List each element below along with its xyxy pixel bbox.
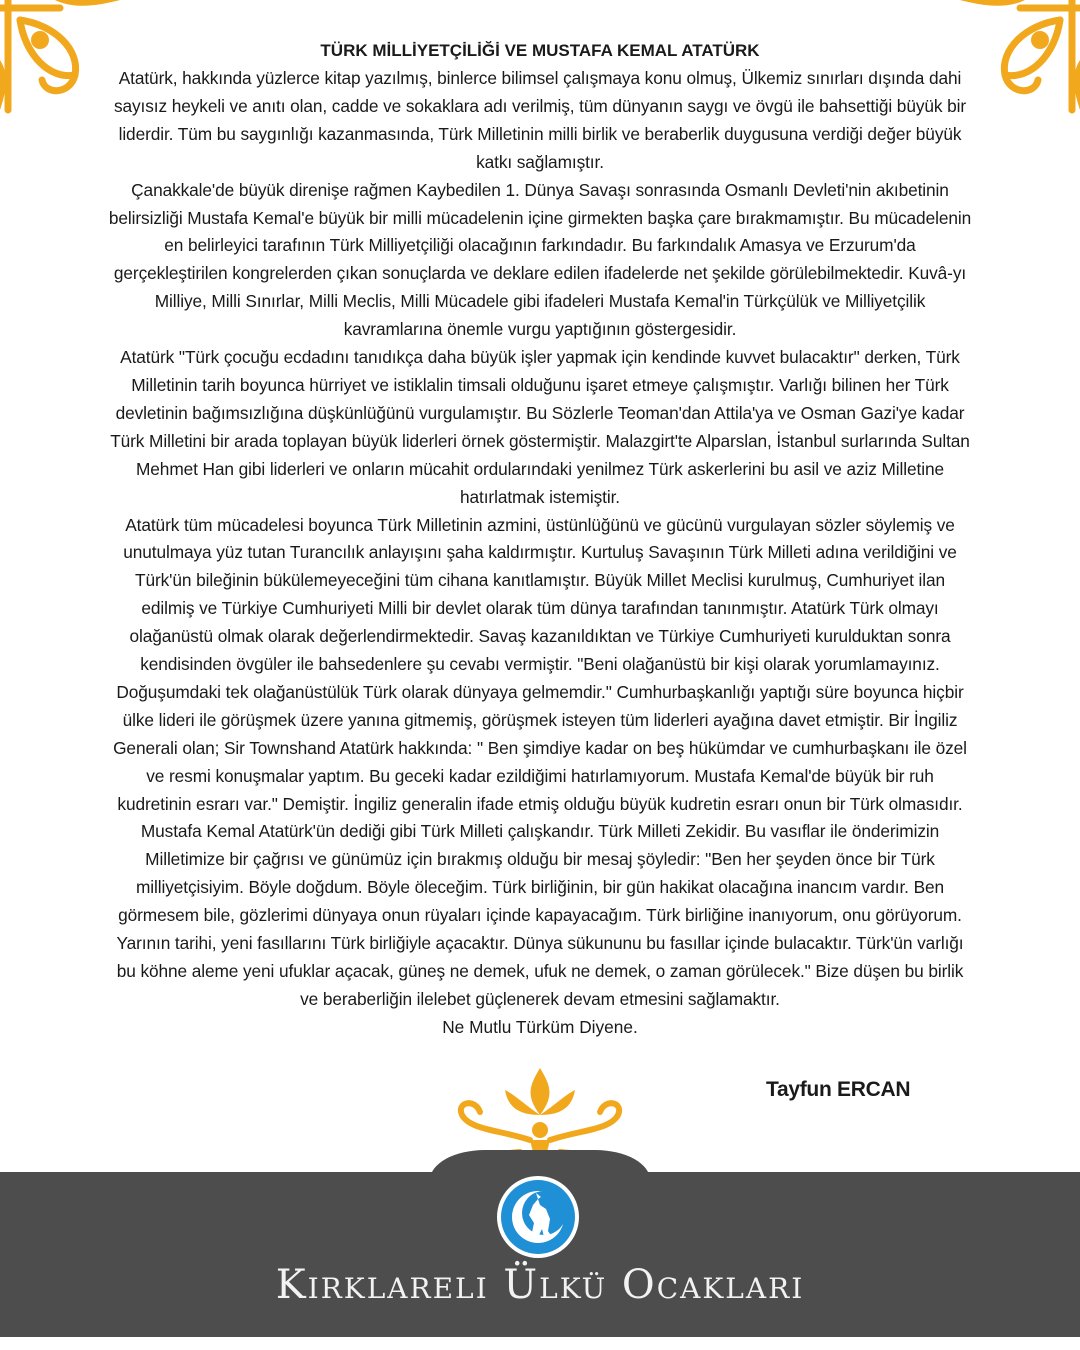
organization-name: Kırklareli Ülkü Ocakları bbox=[275, 1262, 805, 1308]
paragraph-1: Atatürk, hakkında yüzlerce kitap yazılmış, binlerce bilimsel çalışmaya konu olmuş, Ülkemiz sınırları dışında dahi sayısız heykeli ve anıtı olan, cadde ve sokaklara adı verilmiş, tüm dünyanın saygı ve övgü ile bahsettiği büyük bir liderdir. Tüm bu saygınlığı kazanmasında, Türk Milletinin milli birlik ve beraberlik duygusuna verdiği değer büyük katkı sağlamıştır. bbox=[113, 68, 967, 172]
article-title: TÜRK MİLLİYETÇİLİĞİ VE MUSTAFA KEMAL ATATÜRK bbox=[320, 41, 760, 60]
paragraph-2: Çanakkale'de büyük direnişe rağmen Kaybedilen 1. Dünya Savaşı sonrasında Osmanlı Devleti'nin akıbetinin belirsizliği Mustafa Kemal'e büyük bir milli mücadelenin içine girmekten başka çare bırakmamıştır. Bu mücadelenin en belirleyici tarafının Türk Milliyetçiliği olacağının farkındadır. Bu farkındalık Amasya ve Erzurum'da gerçekleştirilen kongrelerden çıkan sonuçlarda ve deklare edilen ifadelerde net şekilde görülebilmektedir. Kuvâ-yı Milliye, Milli Sınırlar, Milli Meclis, Milli Mücadele gibi ifadeleri Mustafa Kemal'in Türkçülük ve Milliyetçilik kavramlarına önemle vurgu yaptığının göstergesidir. bbox=[108, 179, 972, 340]
paragraph-5: Mustafa Kemal Atatürk'ün dediği gibi Türk Milleti çalışkandır. Türk Milleti Zekidir. Bu vasıflar ile önderimizin Milletimize bir çağrısı ve günümüz için bırakmış olduğu bir mesaj şöyledir: "Ben her şeyden önce bir Türk milliyetçisiyim. Böyle doğdum. Böyle öleceğim. Türk birliğinin, bir gün hakikat olacağına inancım vardır. Ben görmesem bile, gözlerimi dünyaya onun rüyaları içinde kapayacağım. Türk birliğine inanıyorum, onu görüyorum. Yarının tarihi, yeni fasıllarını Türk birliğiyle açacaktır. Dünya sükununu bu fasıllar içinde bulacaktır. Türk'ün varlığı bu köhne aleme yeni ufuklar açacak, güneş ne demek, ufuk ne demek, o zaman görülecek." Bize düşen bu birlik ve beraberliğin ilelebet güçlenerek devam etmesini sağlamaktır. bbox=[116, 821, 964, 1009]
author-signature: Tayfun ERCAN bbox=[766, 1078, 911, 1101]
bottom-strip bbox=[0, 1337, 1080, 1350]
article bbox=[108, 38, 972, 1042]
closing-line: Ne Mutlu Türküm Diyene. bbox=[442, 1016, 638, 1037]
crescent-wolf-emblem-icon bbox=[496, 1175, 580, 1259]
paragraph-3: Atatürk "Türk çocuğu ecdadını tanıdıkça daha büyük işler yapmak için kendinde kuvvet bulacaktır" derken, Türk Milletinin tarih boyunca hürriyet ve istiklalin timsali olduğunu işaret etmeye çalışmıştır. Varlığı bilinen her Türk devletinin bağımsızlığına düşkünlüğünü vurgulamıştır. Bu Sözlerle Teoman'dan Attila'ya ve Osman Gazi'ye kadar Türk Milletini bir arada toplayan büyük liderleri örnek göstermiştir. Malazgirt'te Alparslan, İstanbul surlarında Sultan Mehmet Han gibi liderleri ve onların mücahit ordularındaki yenilmez Türk askerlerini bu asil ve aziz Milletine hatırlatmak istemiştir. bbox=[110, 347, 970, 507]
paragraph-4: Atatürk tüm mücadelesi boyunca Türk Milletinin azmini, üstünlüğünü ve gücünü vurgulayan sözler söylemiş ve unutulmaya yüz tutan Turancılık anlayışını şaha kaldırmıştır. Kurtuluş Savaşının Türk Milleti adına verildiğini ve Türk'ün bileğinin bükülemeyeceğini tüm cihana kanıtlamıştır. Büyük Millet Meclisi kurulmuş, Cumhuriyet ilan edilmiş ve Türkiye Cumhuriyeti Milli bir devlet olarak tüm dünya tarafından tanınmıştır. Atatürk Türk olmayı olağanüstü olmak olarak değerlendirmektedir. Savaş kazanıldıktan ve Türkiye Cumhuriyeti kurulduktan sonra kendisinden övgüler ile bahsedenlere şu cevabı vermiştir. "Beni olağanüstü bir kişi olarak yorumlamayınız. Doğuşumdaki tek olağanüstülük Türk olarak dünyaya gelmemdir." Cumhurbaşkanlığı yaptığı süre boyunca hiçbir ülke lideri ile görüşmek üzere yanına gitmemiş, görüşmek isteyen tüm liderleri ayağına davet etmiştir. Bir İngiliz Generali olan; Sir Townshand Atatürk hakkında: " Ben şimdiye kadar on beş hükümdar ve cumhurbaşkanı ile özel ve resmi konuşmalar yaptım. Bu geceki kadar ezildiğimi hatırlamıyorum. Mustafa Kemal'de büyük bir ruh kudretinin esrarı var." Demiştir. İngiliz generalin ifade etmiş olduğu büyük kudretin esrarı onun bir Türk olmasıdır. bbox=[113, 514, 967, 814]
